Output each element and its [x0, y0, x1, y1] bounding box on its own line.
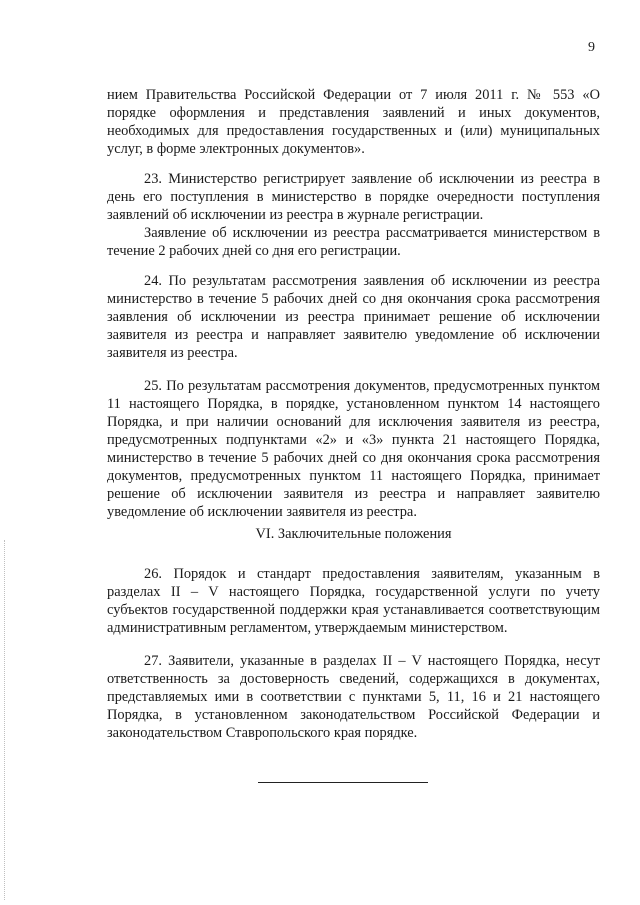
section-heading: VI. Заключительные положения — [255, 526, 452, 542]
scan-margin-line — [4, 540, 5, 900]
closing-rule — [258, 782, 428, 783]
paragraph-25: 25. По результатам рассмотрения документов, предусмотренных пунктом 11 настоящего Порядка, в порядке, установленном пунктом 14 настоящего Порядка, и при наличии оснований для исключения заявителя из реестра, предусмотренных подпунктами «2» и «3» пункта 21 настоящего Порядка, министерство в течение 5 рабочих дней со дня окончания срока рассмотрения документов, предусмотренных пунктом 11 настоящего Порядка, принимает решение об исключении заявителя из реестра и направляет заявителю уведомление об исключении заявителя из реестра. — [107, 378, 600, 520]
paragraph-continued: нием Правительства Российской Федерации от 7 июля 2011 г. № 553 «О порядке оформления и представления заявлений и иных документов, необходимых для предоставления государственных и (или) муниципальных услуг, в форме электронных документов». — [107, 87, 600, 157]
paragraph-23-continued: Заявление об исключении из реестра рассматривается министерством в течение 2 рабочих дней со дня его регистрации. — [107, 225, 600, 259]
paragraph-27: 27. Заявители, указанные в разделах II – V настоящего Порядка, несут ответственность за достоверность сведений, содержащихся в документах, представляемых ими в соответствии с пунктами 5, 11, 16 и 21 настоящего Порядка, в установленном законодательством Российской Федерации и законодательством Ставропольского края порядке. — [107, 653, 600, 741]
paragraph-23: 23. Министерство регистрирует заявление об исключении из реестра в день его поступления в министерство в порядке очередности поступления заявлений об исключении из реестра в журнале регистрации. — [107, 171, 600, 223]
paragraph-26: 26. Порядок и стандарт предоставления заявителям, указанным в разделах II – V настоящего Порядка, государственной услуги по учету субъектов государственной поддержки края устанавливается соответствующим административным регламентом, утверждаемым министерством. — [107, 566, 600, 636]
paragraph-24: 24. По результатам рассмотрения заявления об исключении из реестра министерство в течение 5 рабочих дней со дня окончания срока рассмотрения заявления об исключении из реестра принимает решение об исключении заявителя из реестра и направляет заявителю уведомление об исключении заявителя из реестра. — [107, 273, 600, 361]
page-number: 9 — [588, 40, 595, 55]
